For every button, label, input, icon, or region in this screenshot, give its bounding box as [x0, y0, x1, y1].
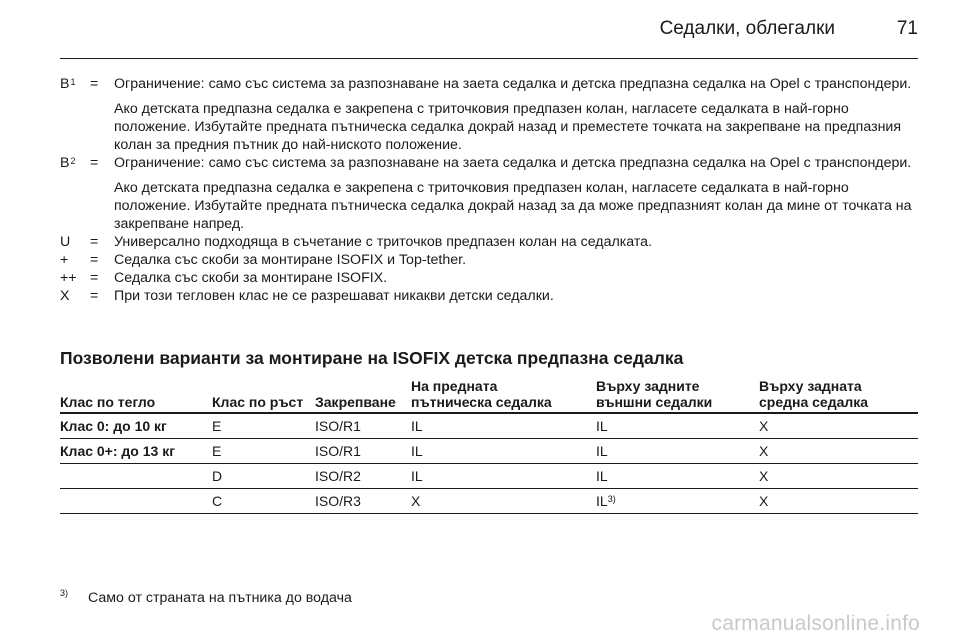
legend-list — [60, 75, 918, 305]
cell-weight-class: Клас 0+: до 13 кг — [60, 443, 176, 459]
cell-front-seat: X — [411, 493, 421, 509]
column-header: Клас по ръст — [212, 394, 304, 410]
legend-text: Седалка със скоби за монтиране ISOFIX и Top-tether. — [114, 252, 467, 268]
legend-code: $B^2$ — [60, 155, 76, 171]
legend-item — [60, 287, 918, 305]
cell-fixture: ISO/R1 — [315, 443, 361, 459]
cell-rear-outer: IL — [596, 468, 608, 484]
section-heading: Позволени варианти за монтиране на ISOFIX детска предпазна седалка — [60, 348, 684, 368]
legend-item — [60, 251, 918, 269]
column-header: Клас по тегло — [60, 394, 156, 410]
legend-equals: = — [90, 155, 99, 171]
table-row — [60, 414, 918, 439]
column-header: На предната пътническа седалка — [411, 378, 552, 410]
footnote — [60, 590, 352, 606]
legend-code: X — [60, 288, 70, 304]
cell-size-class: D — [212, 468, 223, 484]
legend-text: Ограничение: само със система за разпознаване на заета седалка и детска предпазна седалка на Opel с транспондери. — [114, 155, 912, 171]
footnote-text: Само от страната на пътника до водача — [88, 590, 352, 606]
legend-equals: = — [90, 234, 99, 250]
isofix-table — [60, 374, 918, 514]
legend-code: ++ — [60, 270, 77, 286]
header-rule — [60, 58, 918, 59]
table-row — [60, 464, 918, 489]
legend-equals: = — [90, 270, 99, 286]
column-header: Върху задните външни седалки — [596, 378, 713, 410]
legend-item — [60, 75, 918, 154]
cell-size-class: E — [212, 418, 222, 434]
legend-item — [60, 233, 918, 251]
legend-equals: = — [90, 252, 99, 268]
cell-weight-class: Клас 0: до 10 кг — [60, 418, 167, 434]
column-header: Върху задната средна седалка — [759, 378, 869, 410]
cell-front-seat: IL — [411, 468, 423, 484]
legend-item — [60, 269, 918, 287]
watermark: carmanualsonline.info — [711, 612, 920, 635]
legend-text: Ограничение: само със система за разпознаване на заета седалка и детска предпазна седалка на Opel с транспондери. — [114, 76, 912, 92]
legend-text: При този тегловен клас не се разрешават никакви детски седалки. — [114, 288, 554, 304]
cell-rear-center: X — [759, 443, 769, 459]
cell-rear-outer: IL — [596, 443, 608, 459]
cell-front-seat: IL — [411, 418, 423, 434]
legend-text: Седалка със скоби за монтиране ISOFIX. — [114, 270, 388, 286]
cell-fixture: ISO/R2 — [315, 468, 361, 484]
table-row — [60, 489, 918, 514]
cell-size-class: C — [212, 493, 223, 509]
legend-code: + — [60, 252, 69, 268]
legend-code: $B^1$ — [60, 76, 76, 92]
legend-code: U — [60, 234, 71, 250]
legend-equals: = — [90, 288, 99, 304]
cell-rear-outer: IL$^{3)}$ — [596, 493, 616, 509]
cell-rear-center: X — [759, 418, 769, 434]
cell-fixture: ISO/R1 — [315, 418, 361, 434]
cell-rear-center: X — [759, 493, 769, 509]
legend-equals: = — [90, 76, 99, 92]
cell-front-seat: IL — [411, 443, 423, 459]
cell-rear-center: X — [759, 468, 769, 484]
footnote-ref: 3) — [607, 494, 616, 504]
cell-fixture: ISO/R3 — [315, 493, 361, 509]
legend-text: Универсално подходяща в съчетание с триточков предпазен колан на седалката. — [114, 234, 653, 250]
cell-size-class: E — [212, 443, 222, 459]
column-header: Закрепване — [315, 394, 396, 410]
footnote-mark: 3) — [60, 588, 69, 598]
legend-text: Ако детската предпазна седалка е закрепена с триточковия предпазен колан, нагласете седалката в най-горно положение. Избутайте предната пътническа седалка докрай назад и преместете точката на закрепване на предпазния колан за предния пътник до най-ниското положение. — [114, 101, 902, 153]
cell-rear-outer: IL — [596, 418, 608, 434]
header-title: Седалки, облегалки — [659, 18, 835, 39]
legend-text: Ако детската предпазна седалка е закрепена с триточковия предпазен колан, нагласете седалката в най-горно положение. Избутайте предната пътническа седалка докрай назад за да може предпазният колан да мине от точката на закрепване напред. — [114, 180, 912, 232]
table-row — [60, 439, 918, 464]
page-number: 71 — [896, 18, 918, 39]
table-header-row — [60, 374, 918, 414]
legend-item — [60, 154, 918, 233]
